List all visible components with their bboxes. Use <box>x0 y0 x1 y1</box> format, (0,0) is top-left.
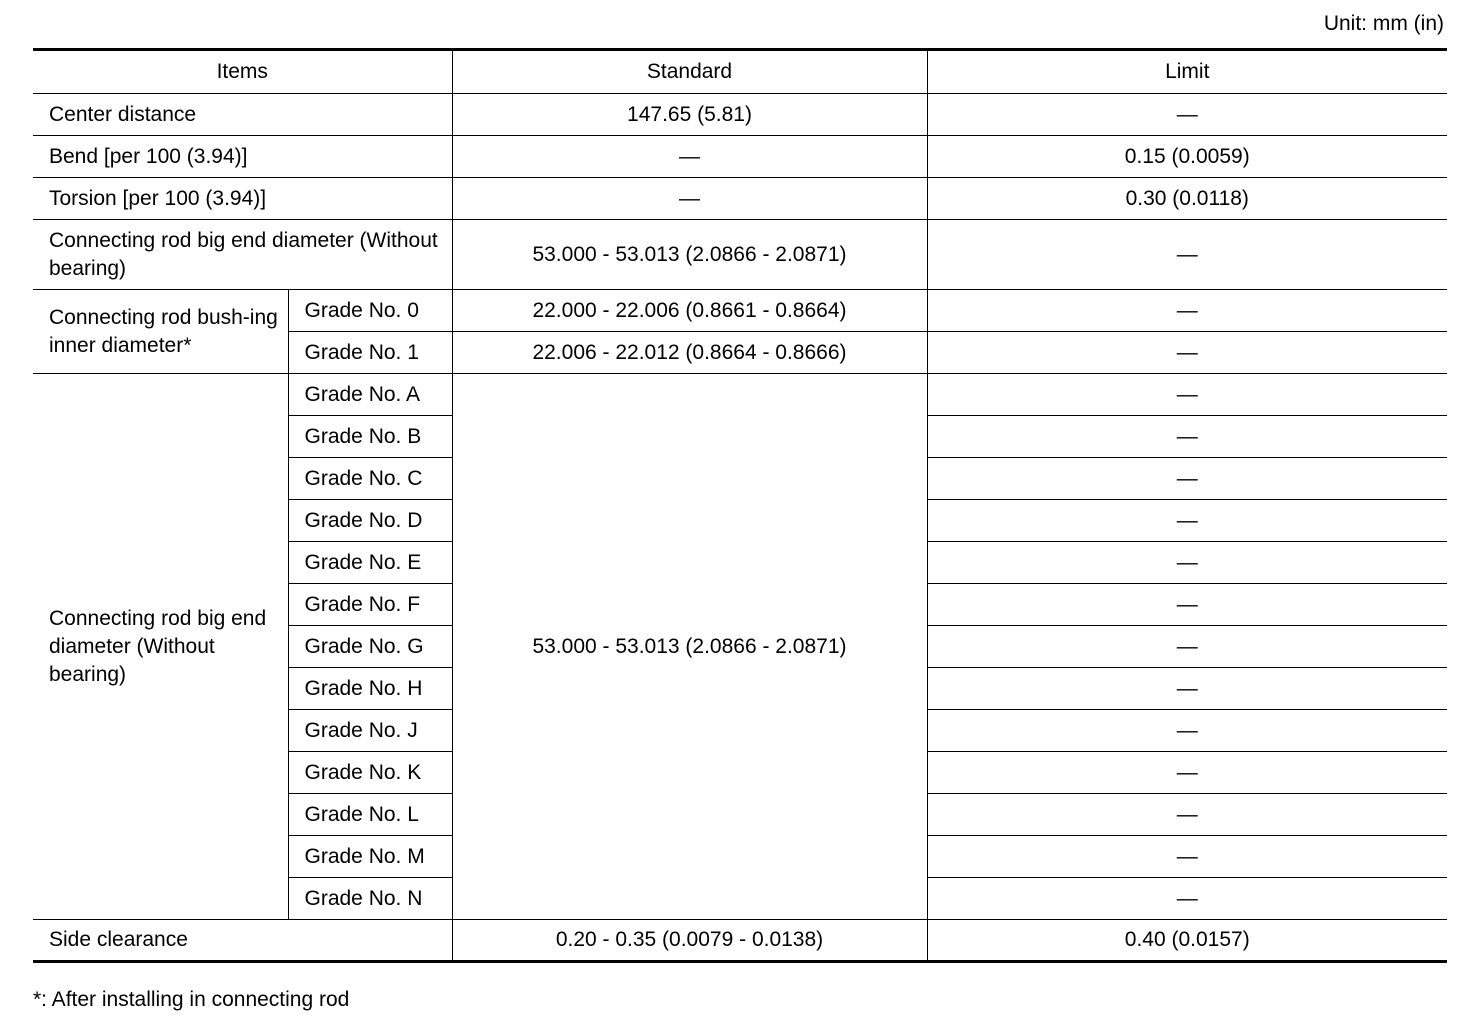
item-cell-big-end: Connecting rod big end diameter (Without bearing) <box>33 374 288 920</box>
limit-cell: — <box>927 220 1447 290</box>
header-limit: Limit <box>927 50 1447 94</box>
standard-cell: 22.006 - 22.012 (0.8664 - 0.8666) <box>452 332 927 374</box>
item-cell: Side clearance <box>33 920 452 962</box>
limit-cell: — <box>927 500 1447 542</box>
grade-cell: Grade No. E <box>288 542 452 584</box>
header-standard: Standard <box>452 50 927 94</box>
standard-cell-big-end: 53.000 - 53.013 (2.0866 - 2.0871) <box>452 374 927 920</box>
grade-cell: Grade No. B <box>288 416 452 458</box>
grade-cell: Grade No. D <box>288 500 452 542</box>
footnote: *: After installing in connecting rod <box>33 988 350 1011</box>
table-row <box>33 94 1447 136</box>
standard-cell: 147.65 (5.81) <box>452 94 927 136</box>
limit-cell: — <box>927 710 1447 752</box>
limit-cell: — <box>927 584 1447 626</box>
limit-cell: — <box>927 794 1447 836</box>
standard-cell: — <box>452 178 927 220</box>
limit-cell: — <box>927 542 1447 584</box>
grade-cell: Grade No. N <box>288 878 452 920</box>
item-cell: Bend [per 100 (3.94)] <box>33 136 452 178</box>
limit-cell: 0.30 (0.0118) <box>927 178 1447 220</box>
item-cell-bushing: Connecting rod bush-ing inner diameter* <box>33 290 288 374</box>
header-row <box>33 50 1447 94</box>
limit-cell: — <box>927 668 1447 710</box>
limit-cell: — <box>927 332 1447 374</box>
grade-cell: Grade No. M <box>288 836 452 878</box>
grade-cell: Grade No. J <box>288 710 452 752</box>
table-row <box>33 290 1447 332</box>
standard-cell: — <box>452 136 927 178</box>
limit-cell: — <box>927 374 1447 416</box>
item-cell: Torsion [per 100 (3.94)] <box>33 178 452 220</box>
item-cell: Center distance <box>33 94 452 136</box>
grade-cell: Grade No. G <box>288 626 452 668</box>
limit-cell: 0.40 (0.0157) <box>927 920 1447 962</box>
table-row <box>33 136 1447 178</box>
limit-cell: — <box>927 878 1447 920</box>
grade-cell: Grade No. 1 <box>288 332 452 374</box>
limit-cell: — <box>927 626 1447 668</box>
standard-cell: 53.000 - 53.013 (2.0866 - 2.0871) <box>452 220 927 290</box>
table-row <box>33 178 1447 220</box>
limit-cell: — <box>927 416 1447 458</box>
standard-cell: 0.20 - 0.35 (0.0079 - 0.0138) <box>452 920 927 962</box>
grade-cell: Grade No. H <box>288 668 452 710</box>
table-row <box>33 220 1447 290</box>
grade-cell: Grade No. A <box>288 374 452 416</box>
table-row <box>33 374 1447 416</box>
limit-cell: — <box>927 752 1447 794</box>
limit-cell: 0.15 (0.0059) <box>927 136 1447 178</box>
header-items: Items <box>33 50 452 94</box>
standard-cell: 22.000 - 22.006 (0.8661 - 0.8664) <box>452 290 927 332</box>
limit-cell: — <box>927 458 1447 500</box>
grade-cell: Grade No. F <box>288 584 452 626</box>
connecting-rod-spec-table <box>33 48 1447 963</box>
table-row <box>33 920 1447 962</box>
limit-cell: — <box>927 836 1447 878</box>
unit-label: Unit: mm (in) <box>1323 12 1444 35</box>
item-cell: Connecting rod big end diameter (Without bearing) <box>33 220 452 290</box>
grade-cell: Grade No. C <box>288 458 452 500</box>
limit-cell: — <box>927 94 1447 136</box>
grade-cell: Grade No. L <box>288 794 452 836</box>
limit-cell: — <box>927 290 1447 332</box>
grade-cell: Grade No. K <box>288 752 452 794</box>
grade-cell: Grade No. 0 <box>288 290 452 332</box>
